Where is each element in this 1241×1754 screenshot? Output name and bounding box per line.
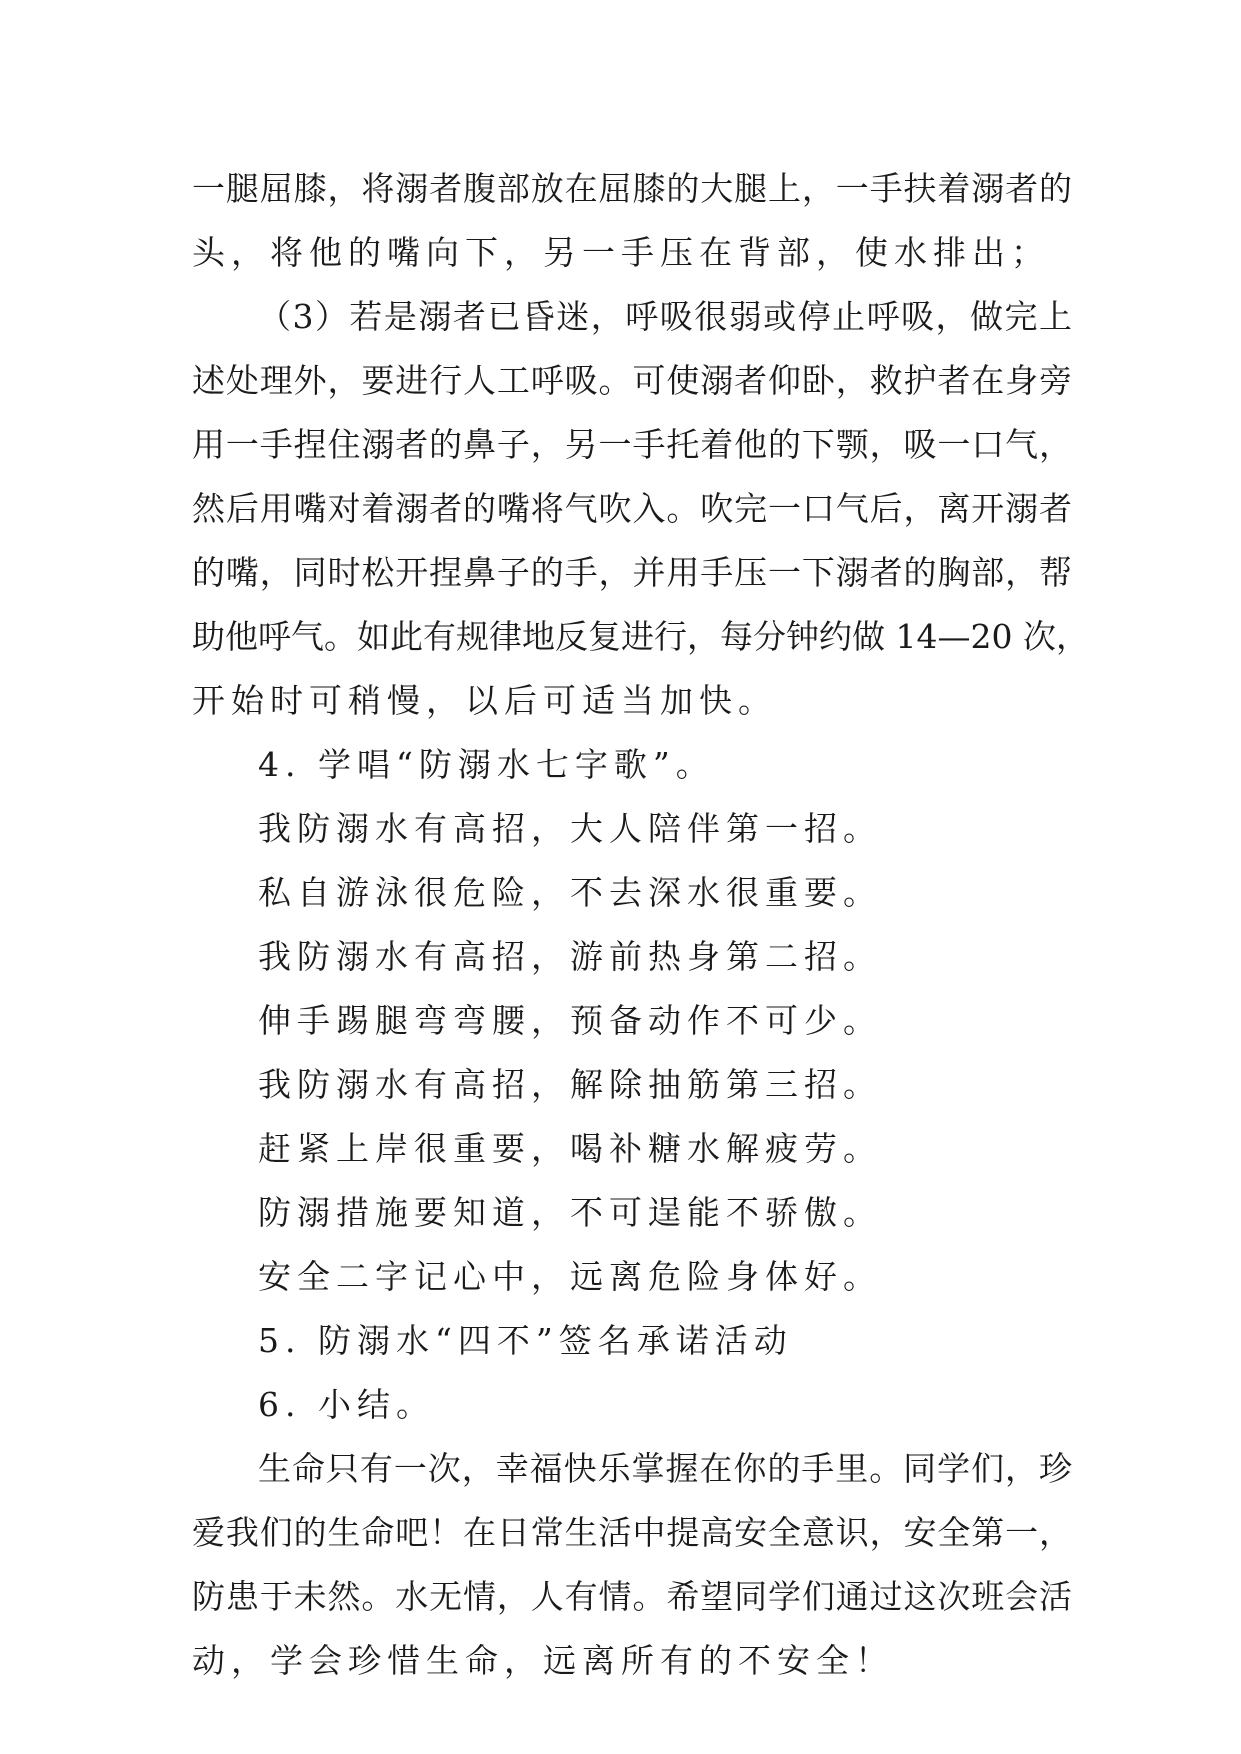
paragraph-line: 用一手捏住溺者的鼻子，另一手托着他的下颚，吸一口气， (192, 425, 1072, 464)
section-heading: 5. 防溺水“四不”签名承诺活动 (258, 1321, 793, 1360)
paragraph-line: 生命只有一次，幸福快乐掌握在你的手里。同学们，珍 (258, 1449, 1072, 1488)
document-body (192, 157, 1089, 1693)
paragraph-line: 的嘴，同时松开捏鼻子的手，并用手压一下溺者的胸部，帮 (192, 553, 1072, 592)
song-line: 安全二字记心中，远离危险身体好。 (258, 1257, 882, 1296)
paragraph-line: 助他呼气。如此有规律地反复进行，每分钟约做 14—20 次， (192, 617, 1089, 656)
section-heading: 4. 学唱“防溺水七字歌”。 (258, 745, 715, 784)
song-line: 赶紧上岸很重要，喝补糖水解疲劳。 (258, 1129, 882, 1168)
song-line: 我防溺水有高招，游前热身第二招。 (258, 937, 882, 976)
song-line: 伸手踢腿弯弯腰，预备动作不可少。 (258, 1001, 882, 1040)
song-line: 私自游泳很危险，不去深水很重要。 (258, 873, 882, 912)
paragraph-line: 防患于未然。水无情，人有情。希望同学们通过这次班会活 (192, 1577, 1072, 1616)
paragraph-line: 述处理外，要进行人工呼吸。可使溺者仰卧，救护者在身旁 (192, 361, 1072, 400)
paragraph-line: 然后用嘴对着溺者的嘴将气吹入。吹完一口气后，离开溺者 (192, 489, 1072, 528)
song-line: 防溺措施要知道，不可逞能不骄傲。 (258, 1193, 882, 1232)
section-heading: 6. 小结。 (258, 1385, 435, 1424)
song-line: 我防溺水有高招，解除抽筋第三招。 (258, 1065, 882, 1104)
paragraph-line: 一腿屈膝，将溺者腹部放在屈膝的大腿上，一手扶着溺者的 (192, 169, 1072, 208)
paragraph-line: 爱我们的生命吧！在日常生活中提高安全意识，安全第一， (192, 1513, 1072, 1552)
paragraph-line: （3）若是溺者已昏迷，呼吸很弱或停止呼吸，做完上 (258, 297, 1072, 336)
paragraph-line: 开始时可稍慢，以后可适当加快。 (192, 681, 777, 720)
song-line: 我防溺水有高招，大人陪伴第一招。 (258, 809, 882, 848)
paragraph-line: 动，学会珍惜生命，远离所有的不安全！ (192, 1641, 894, 1680)
paragraph-line: 头，将他的嘴向下，另一手压在背部，使水排出； (192, 233, 1050, 272)
